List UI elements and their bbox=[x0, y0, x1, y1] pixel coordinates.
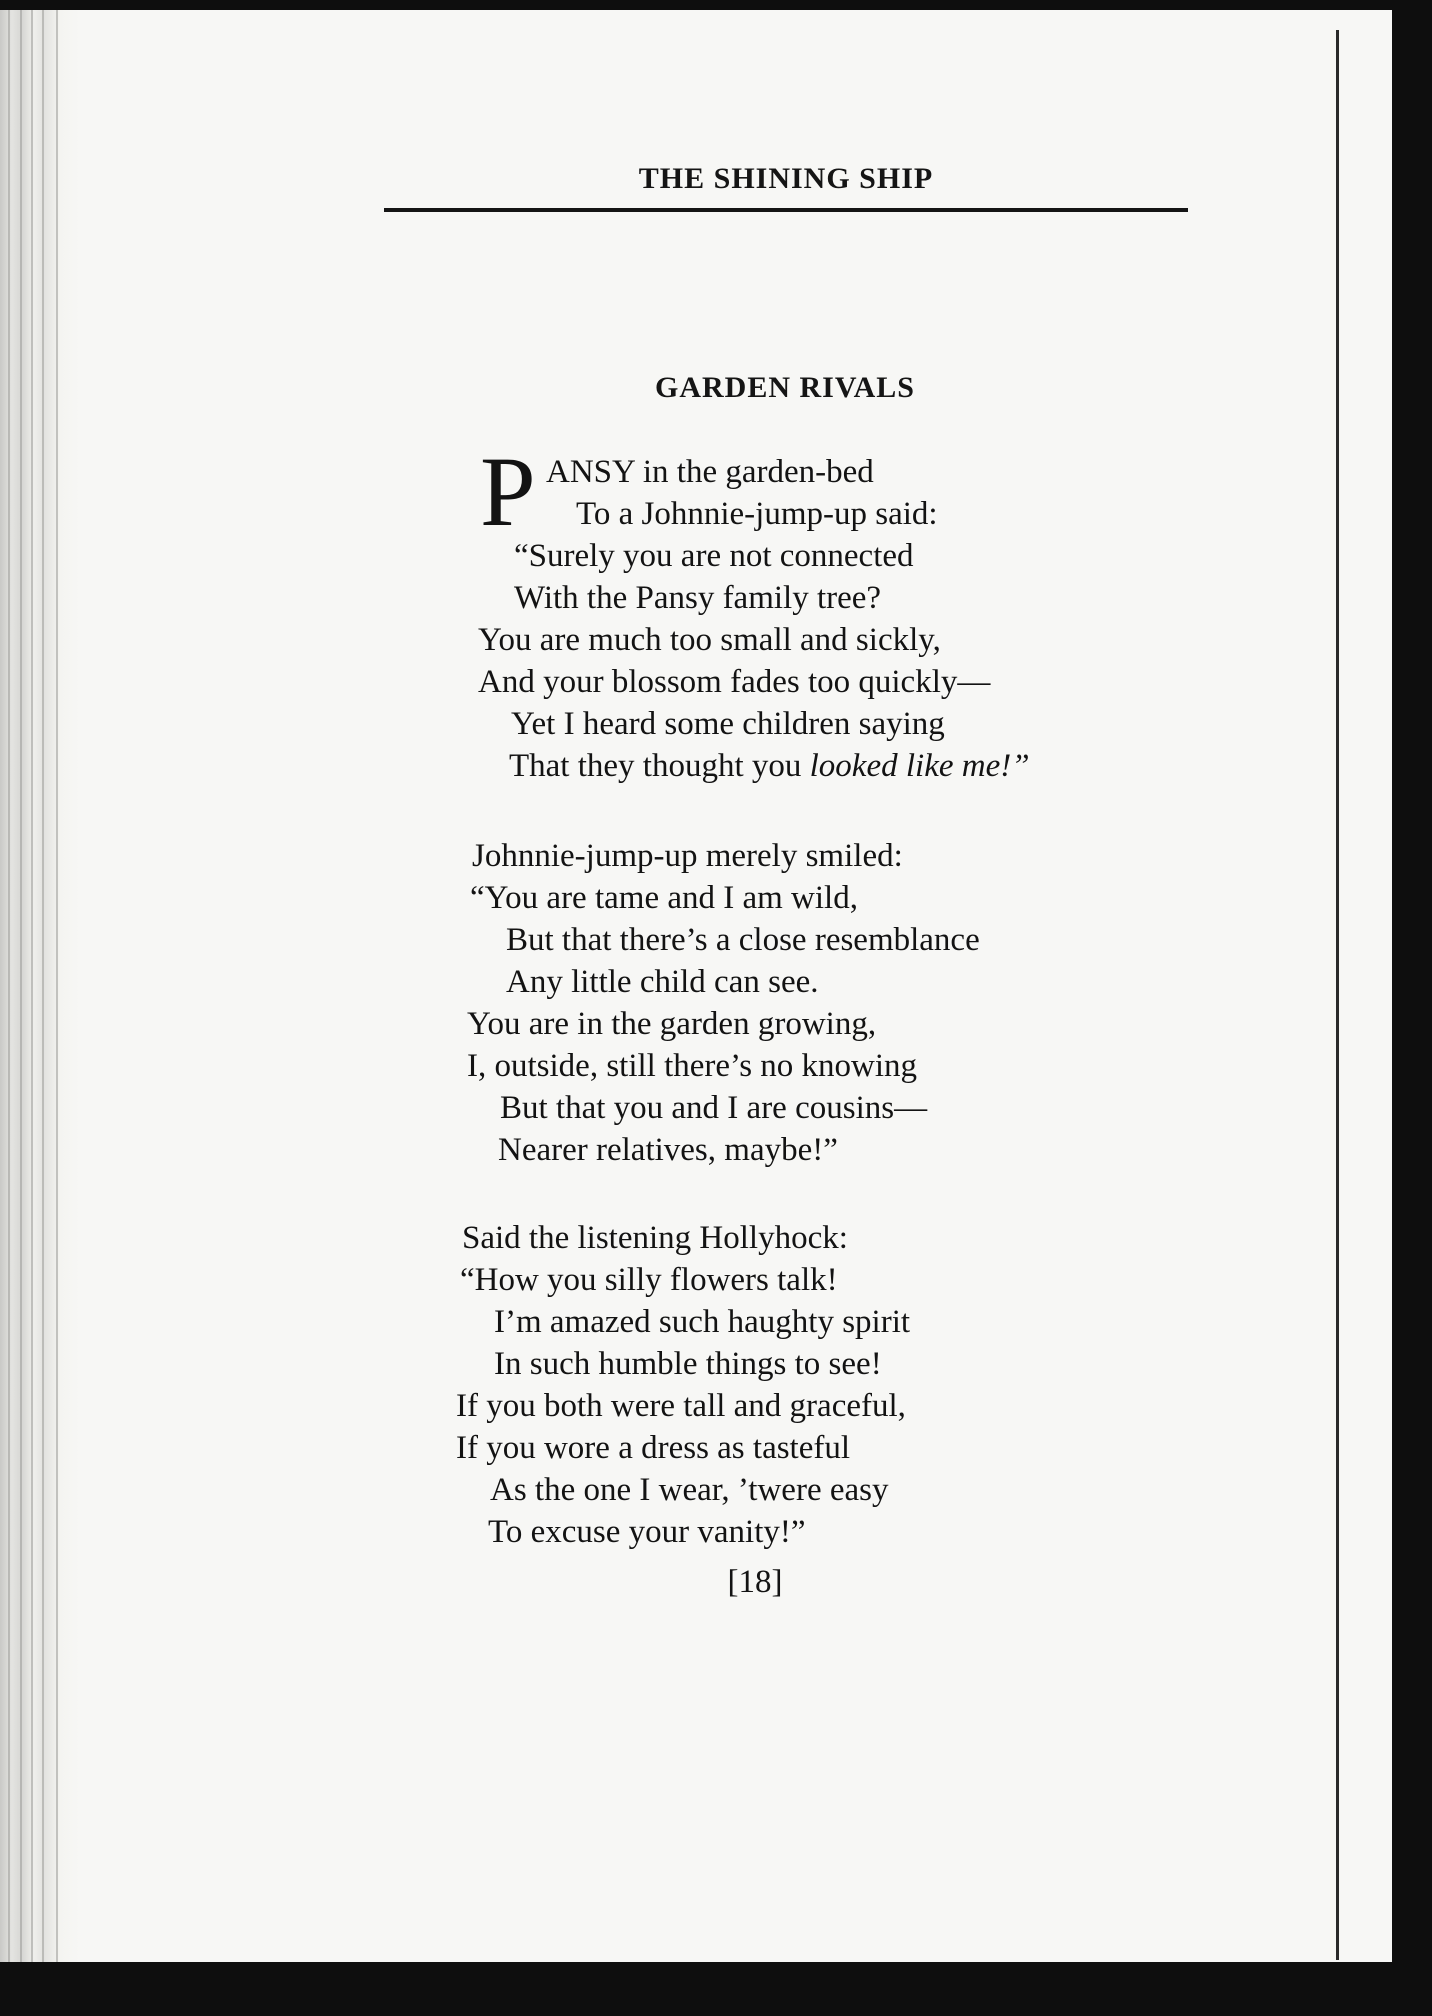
gutter-line bbox=[56, 10, 58, 1962]
poem-line: “How you silly flowers talk! bbox=[460, 1262, 838, 1298]
gutter-line bbox=[8, 10, 10, 1962]
poem-line: If you both were tall and graceful, bbox=[456, 1388, 906, 1424]
poem-line: And your blossom fades too quickly— bbox=[478, 664, 991, 700]
poem-line: ANSY in the garden-bed bbox=[546, 454, 874, 490]
gutter-line bbox=[42, 10, 44, 1962]
poem-line bbox=[509, 746, 1030, 786]
poem-line: You are in the garden growing, bbox=[467, 1006, 877, 1042]
poem-line: Yet I heard some children saying bbox=[511, 706, 945, 742]
drop-cap: P bbox=[480, 436, 536, 547]
poem-line-text: That they thought you bbox=[509, 748, 810, 784]
poem-line: To a Johnnie-jump-up said: bbox=[576, 496, 938, 532]
poem-line: You are much too small and sickly, bbox=[478, 622, 941, 658]
poem-line: Johnnie-jump-up merely smiled: bbox=[472, 838, 903, 874]
poem-line: But that you and I are cousins— bbox=[500, 1090, 928, 1126]
poem-line: I’m amazed such haughty spirit bbox=[494, 1304, 911, 1340]
poem-line: “You are tame and I am wild, bbox=[470, 880, 858, 916]
page-gutter bbox=[0, 10, 80, 1962]
poem-line: If you wore a dress as tasteful bbox=[456, 1430, 851, 1466]
header-rule bbox=[384, 208, 1188, 212]
poem-line: Nearer relatives, maybe!” bbox=[498, 1132, 838, 1168]
poem-line: In such humble things to see! bbox=[494, 1346, 882, 1382]
facing-page-edge bbox=[1336, 30, 1339, 1960]
gutter-line bbox=[20, 10, 22, 1962]
gutter-line bbox=[31, 10, 33, 1962]
poem-line: As the one I wear, ’twere easy bbox=[490, 1472, 889, 1508]
poem-line: With the Pansy family tree? bbox=[514, 580, 882, 616]
poem-line: Said the listening Hollyhock: bbox=[462, 1220, 848, 1256]
poem-line: “Surely you are not connected bbox=[514, 538, 914, 574]
poem-title: GARDEN RIVALS bbox=[654, 371, 915, 404]
poem-line: I, outside, still there’s no knowing bbox=[467, 1048, 918, 1084]
poem-line: But that there’s a close resemblance bbox=[506, 922, 980, 958]
poem-line: Any little child can see. bbox=[506, 964, 819, 1000]
poem-line-italic: looked like me!” bbox=[809, 748, 1030, 784]
book-page bbox=[0, 10, 1392, 1962]
running-head: THE SHINING SHIP bbox=[638, 162, 934, 195]
poem-line: To excuse your vanity!” bbox=[488, 1514, 806, 1550]
page-number: [18] bbox=[727, 1564, 783, 1600]
